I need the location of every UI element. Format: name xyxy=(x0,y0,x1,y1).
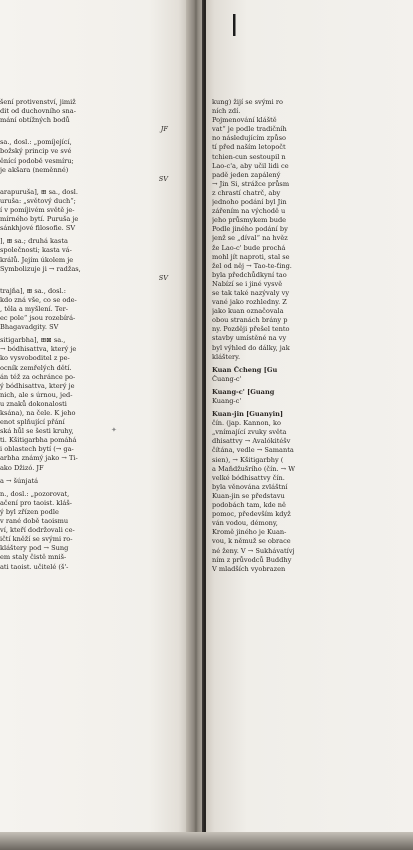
text-line: Kuan-jin [Guanyin] xyxy=(212,410,284,419)
text-line: Symbolizuje ji → radžas, xyxy=(0,264,81,273)
text-line: sa., dosl.: „pomíjející, xyxy=(0,138,72,147)
text-line: , těla a myšlení. Ter- xyxy=(0,304,68,313)
text-line: Kromě jiného je Kuan- xyxy=(212,528,287,537)
page-bottom-edge xyxy=(0,832,413,850)
text-line: byla věnována zvláštní xyxy=(212,482,288,491)
text-line: králů. Jejím úkolem je xyxy=(0,255,74,264)
text-line: ý byl zřízen podle xyxy=(0,507,59,516)
bookmark-ribbon-icon xyxy=(230,14,238,36)
right-page-text xyxy=(212,98,413,574)
text-line: ati taoist. učitelé (š'- xyxy=(0,562,69,571)
text-line: n., dosl.: „pozorovat, xyxy=(0,489,70,498)
text-line: SV xyxy=(158,273,168,282)
text-line: → bódhisattva, který je xyxy=(0,345,77,354)
text-line: ti. Kšitigarbha pomáhá xyxy=(0,436,77,445)
text-line: vou, k němuž se obrace xyxy=(212,537,291,546)
text-line: né ženy. V → Sukhávatívj xyxy=(212,546,295,555)
text-line: arbha známý jako → Ti- xyxy=(0,454,78,463)
text-line: i oblastech bytí (→ ga- xyxy=(0,445,74,454)
text-line: sien), → Kšitigarbhy ( xyxy=(212,455,284,464)
text-line: byl výhled do dálky, jak xyxy=(212,343,290,352)
text-line: trajňa], ⊞ sa., dosl.: xyxy=(0,286,66,295)
text-line: Kuan-jin se představu xyxy=(212,491,285,500)
text-line: jednoho podání byl Jin xyxy=(212,198,287,207)
text-line: ny. Později přešel tento xyxy=(212,325,290,334)
text-line: vat“ je podle tradičníh xyxy=(212,125,287,134)
text-line: Kuan Čcheng [Gu xyxy=(212,365,278,374)
text-line: jenž se „díval“ na hvěz xyxy=(212,234,288,243)
text-line: kung) žijí se svými ro xyxy=(212,98,284,106)
text-line: žel od něj → Tao-te-ťing. xyxy=(212,261,292,270)
text-line: podobách tam, kde ně xyxy=(212,501,286,510)
text-line: ko vysvoboditel z pe- xyxy=(0,354,70,363)
text-line: jeho průsmykem bude xyxy=(212,216,287,225)
text-line: ec pole“ jsou rozebírá- xyxy=(0,314,76,323)
text-line: nich, ale s úrnou, jed- xyxy=(0,390,73,399)
text-line: Pojmenování kláště xyxy=(212,116,277,125)
text-line: Kuang-c' xyxy=(212,397,242,405)
text-line: a Maňdžušrího (čín. → W xyxy=(212,464,296,473)
text-line: Podle jiného podání by xyxy=(212,225,288,234)
text-line: tchien-cun sestoupil n xyxy=(212,152,286,161)
text-line: Nabízí se i jiné vysvě xyxy=(212,279,283,288)
text-line: čítána, vedle → Samanta xyxy=(212,446,294,455)
text-line: vané jako rozhledny. Z xyxy=(212,298,287,307)
left-page xyxy=(0,0,186,850)
text-line: že Lao-c' bude prochá xyxy=(212,243,286,252)
text-line: „vnímající zvuky světa xyxy=(212,428,287,437)
text-line: í v pomíjivém světě je- xyxy=(0,206,75,215)
text-line: byla předchůdkyní tao xyxy=(212,270,287,279)
text-line: v rané době taoismu xyxy=(0,517,69,526)
text-line: mohl jít naproti, stal se xyxy=(212,252,290,261)
text-line: Čuang-c' xyxy=(212,374,242,383)
text-line: Bhagavadgity. SV xyxy=(0,323,59,332)
text-line: arapuruša], ⊞ sa., dosl. xyxy=(0,187,78,196)
left-page-text xyxy=(0,98,172,572)
page-speck: ✦ xyxy=(111,426,117,434)
text-line: ý bódhisattva, který je xyxy=(0,381,75,390)
text-line: ván vodou, démony, xyxy=(212,519,278,528)
text-line: stavby umístěné na vy xyxy=(212,334,287,343)
text-line: ocník zemřelých dětí. xyxy=(0,363,72,372)
text-line: ví, kteří dodržovali ce- xyxy=(0,526,75,535)
text-line: ačení pro taoist. kláš- xyxy=(0,498,72,507)
text-line: ], ⊞ sa.; druhá kasta xyxy=(0,237,68,246)
text-line: kláštery pod → Sung xyxy=(0,544,69,553)
text-line: šení protivenství, jimiž xyxy=(0,98,76,106)
text-line: čín. (jap. Kannon, ko xyxy=(212,419,281,428)
text-line: kdo zná vše, co se ode- xyxy=(0,295,77,304)
text-line: dit od duchovního sna- xyxy=(0,107,76,116)
text-line: → Jin Si, strážce průsm xyxy=(212,179,290,188)
text-line: z chrastí chatrč, aby xyxy=(212,188,281,197)
text-line: sánkhjové filosofie. SV xyxy=(0,224,76,233)
text-line: padě jeden zapálený xyxy=(212,170,281,179)
text-line: V mladších vyobrazen xyxy=(212,564,286,573)
text-line: společnosti; kasta vá- xyxy=(0,246,72,255)
text-line: pomoc, především když xyxy=(212,510,291,519)
text-line: obou stranách brány p xyxy=(212,316,288,325)
text-line: ksána), na čele. K jeho xyxy=(0,409,76,417)
text-line: JF xyxy=(160,125,168,134)
text-line: ičtí kněží se svými ro- xyxy=(0,535,73,544)
text-line: enot splňující přání xyxy=(0,418,65,427)
text-line: je akšara (neměnné) xyxy=(0,165,69,174)
text-line: ěnící podobě vesmíru; xyxy=(0,156,74,165)
text-line: ská hůl se šesti kruhy, xyxy=(0,427,74,436)
text-line: mání obtížných bodů xyxy=(0,116,70,125)
text-line: kláštery. xyxy=(212,352,241,361)
text-line: SV xyxy=(158,174,168,183)
text-line: án též za ochránce po- xyxy=(0,372,76,381)
text-line: ako Džizó. JF xyxy=(0,463,44,472)
text-line: uruša: „světový duch“; xyxy=(0,196,76,205)
text-line: tí před naším letopočt xyxy=(212,143,286,152)
text-line: em staly čistě mniš- xyxy=(0,553,67,562)
text-line: velké bódhisattvy čín. xyxy=(212,473,285,482)
text-line: sitigarbha], ⊞⊠ sa., xyxy=(0,336,66,345)
text-line: ních zdí. xyxy=(212,107,241,116)
text-line: dhisattvy → Avalókitéšv xyxy=(212,437,291,446)
right-page xyxy=(206,0,413,850)
text-line: no následujícím způso xyxy=(212,134,286,143)
text-line: jako kuan označovala xyxy=(212,307,284,316)
text-line: a → šúnjatá xyxy=(0,476,39,485)
text-line: Kuang-c' [Guang xyxy=(212,387,275,396)
text-line: Lao-c'a, aby učil lidi ce xyxy=(212,161,289,170)
text-line: mírného bytí. Puruša je xyxy=(0,215,79,224)
text-line: božský princip ve své xyxy=(0,147,72,156)
text-line: zářením na východě u xyxy=(212,207,286,216)
text-line: ním z průvodců Buddhy xyxy=(212,555,292,564)
text-line: se tak také nazývaly vy xyxy=(212,288,290,297)
text-line: u znaků dokonalosti xyxy=(0,399,67,408)
